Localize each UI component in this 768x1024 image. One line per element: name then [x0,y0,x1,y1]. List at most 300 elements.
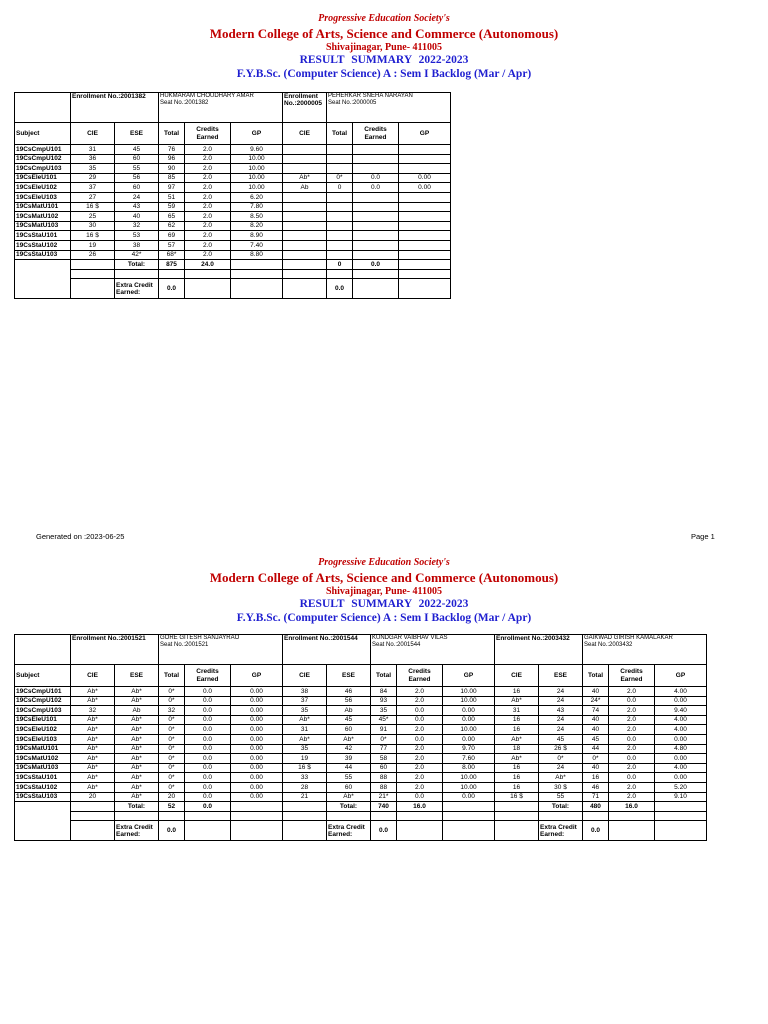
blank-cell [327,811,371,821]
grade-point: 10.00 [231,183,283,193]
credits-earned: 2.0 [185,240,231,250]
credits-earned: 2.0 [185,164,231,174]
cie-mark: Ab* [71,734,115,744]
total-mark [327,192,353,202]
student-name-text: GAIKWAD GIRISH KAMALAKAR [584,635,673,641]
grade-point: 0.00 [655,754,707,764]
ese-mark: 60 [327,725,371,735]
ese-mark: 55 [115,164,159,174]
grade-point [399,202,451,212]
ese-mark: 43 [115,202,159,212]
grade-point: 10.00 [231,154,283,164]
cie-mark: Ab* [495,696,539,706]
total-label: Total: [115,802,159,812]
credits-earned: 0.0 [609,773,655,783]
grade-point: 0.00 [443,706,495,716]
total-mark: 65 [159,212,185,222]
grade-point: 8.50 [231,212,283,222]
blank-cell [539,811,583,821]
total-mark: 21* [371,792,397,802]
blank-cell [655,821,707,841]
subject-code: 19CsCmpU101 [15,687,71,697]
extra-credit-label: Extra Credit Earned: [115,279,159,299]
grade-point: 0.00 [443,792,495,802]
subject-code: 19CsEleU101 [15,715,71,725]
table-row [15,706,707,716]
grade-point: 0.00 [231,792,283,802]
cie-mark [283,154,327,164]
table-row [15,696,707,706]
cie-mark: 20 [71,792,115,802]
blank-cell [185,269,231,279]
grade-point [399,221,451,231]
student-name [327,93,451,123]
ese-mark: 46 [327,687,371,697]
blank-cell [443,811,495,821]
gp-column-header: GP [231,665,283,687]
table-row [15,773,707,783]
cie-mark: 19 [283,754,327,764]
credits-earned: 2.0 [609,792,655,802]
blank-cell [231,279,283,299]
total-mark: 0* [159,754,185,764]
grade-point: 9.40 [655,706,707,716]
grade-point: 0.00 [655,696,707,706]
enrollment-number: Enrollment No.:2001382 [71,93,159,123]
credits-earned: 0.0 [397,715,443,725]
credits-column-header: Credits Earned [185,123,231,145]
total-mark: 45 [583,734,609,744]
cie-mark [283,145,327,155]
ese-mark: 43 [539,706,583,716]
extra-credit-value: 0.0 [371,821,397,841]
credits-earned: 2.0 [609,782,655,792]
grade-point [399,231,451,241]
cie-mark: 16 [495,687,539,697]
table-row [15,231,451,241]
total-mark: 90 [159,164,185,174]
grade-point: 0.00 [399,173,451,183]
total-mark: 0 [327,183,353,193]
ese-mark: Ab [115,706,159,716]
table-row [15,173,451,183]
credits-earned: 0.0 [185,754,231,764]
cie-mark [283,250,327,260]
cie-mark: Ab* [71,754,115,764]
blank-cell [443,802,495,812]
subject-code: 19CsStaU101 [15,231,71,241]
ese-mark: Ab* [115,782,159,792]
credits-earned: 0.0 [609,696,655,706]
enrollment-number: Enrollment No.:2003432 [495,635,583,665]
credits-earned: 2.0 [397,773,443,783]
blank-cell [185,821,231,841]
exam-title: F.Y.B.Sc. (Computer Science) A : Sem I Backlog (Mar / Apr) [236,68,532,80]
ese-mark: Ab* [115,734,159,744]
result-summary-title: RESULT SUMMARY 2022-2023 [299,598,469,610]
subject-code: 19CsMatU102 [15,212,71,222]
credits-earned: 0.0 [185,792,231,802]
total-column-header: Total [371,665,397,687]
credits-earned: 0.0 [185,763,231,773]
ese-mark: 26 $ [539,744,583,754]
cie-mark: 29 [71,173,115,183]
grade-point: 7.60 [443,754,495,764]
enrollment-number: Enrollment No.:2000005 [283,93,327,123]
blank-cell [159,269,185,279]
credits-earned: 0.0 [185,687,231,697]
blank-cell [283,811,327,821]
result-table-page-2 [14,634,707,841]
credits-earned [353,240,399,250]
cie-mark: Ab* [283,715,327,725]
subject-header-blank [15,635,71,665]
blank-cell [71,811,115,821]
credits-earned: 2.0 [609,744,655,754]
cie-mark: Ab* [71,744,115,754]
credits-total: 16.0 [397,802,443,812]
credits-earned: 0.0 [397,792,443,802]
total-mark [327,145,353,155]
cie-mark: 26 [71,250,115,260]
extra-credit-value: 0.0 [583,821,609,841]
subject-code: 19CsMatU101 [15,744,71,754]
student-name-text: HUKMARAM CHOUDHARY AMAR [160,93,254,99]
blank-cell [115,811,159,821]
total-mark [327,154,353,164]
cie-mark: Ab* [71,687,115,697]
total-mark: 59 [159,202,185,212]
credits-earned: 2.0 [397,744,443,754]
total-mark [327,221,353,231]
total-mark: 16 [583,773,609,783]
grade-point: 0.00 [231,706,283,716]
table-row [15,792,707,802]
grade-point: 4.00 [655,725,707,735]
total-mark: 62 [159,221,185,231]
credits-earned: 2.0 [397,696,443,706]
credits-earned: 0.0 [185,773,231,783]
cie-mark: Ab* [71,715,115,725]
table-row [15,221,451,231]
society-name: Progressive Education Society's [318,13,450,24]
ese-mark: 24 [539,725,583,735]
credits-total: 16.0 [609,802,655,812]
grade-point: 7.40 [231,240,283,250]
ese-mark: Ab* [327,792,371,802]
grade-point: 10.00 [231,164,283,174]
total-mark: 20 [159,792,185,802]
blank-cell [231,821,283,841]
grade-point: 9.70 [443,744,495,754]
credits-earned [353,192,399,202]
grade-point: 9.60 [231,145,283,155]
credits-earned: 2.0 [185,221,231,231]
table-row [15,725,707,735]
college-address: Shivajinagar, Pune- 411005 [325,42,443,53]
table-row [15,754,707,764]
total-mark [327,212,353,222]
blank-cell [327,269,353,279]
subject-code: 19CsCmpU103 [15,706,71,716]
credits-earned: 2.0 [397,754,443,764]
blank-cell [283,269,327,279]
credits-earned: 0.0 [609,734,655,744]
total-mark: 0* [327,173,353,183]
credits-column-header: Credits Earned [397,665,443,687]
blank-cell [353,269,399,279]
credits-earned: 2.0 [609,687,655,697]
credits-earned: 2.0 [397,782,443,792]
credits-earned [353,231,399,241]
cie-mark: 16 [495,715,539,725]
blank-cell [283,802,327,812]
total-mark: 40 [583,763,609,773]
credits-earned [353,164,399,174]
credits-earned: 0.0 [609,754,655,764]
extra-credit-label: Extra Credit Earned: [327,821,371,841]
ese-mark: 39 [327,754,371,764]
ese-mark: 56 [115,173,159,183]
student-name [159,635,283,665]
blank-cell [231,802,283,812]
cie-mark: 35 [283,706,327,716]
ese-mark: 40 [115,212,159,222]
cie-mark: Ab* [495,754,539,764]
total-mark: 32 [159,706,185,716]
credits-earned: 2.0 [609,763,655,773]
total-mark: 0* [159,782,185,792]
grade-point: 7.80 [231,202,283,212]
grade-point: 10.00 [443,696,495,706]
cie-mark: 38 [283,687,327,697]
ese-mark: 60 [115,183,159,193]
ese-mark: 38 [115,240,159,250]
blank-cell [71,269,115,279]
total-mark: 76 [159,145,185,155]
cie-mark [283,240,327,250]
credits-earned [353,154,399,164]
total-label: Total: [327,802,371,812]
page-number: Page 1 [691,532,715,541]
blank-cell [283,260,327,270]
blank-cell [231,260,283,270]
college-name: Modern College of Arts, Science and Commerce (Autonomous) [209,26,559,41]
subject-code: 19CsCmpU102 [15,696,71,706]
ese-mark: Ab* [327,734,371,744]
grade-point [399,154,451,164]
grade-point: 0.00 [399,183,451,193]
table-row [15,240,451,250]
total-mark: 85 [159,173,185,183]
cie-mark: 25 [71,212,115,222]
cie-mark: 31 [283,725,327,735]
total-mark: 77 [371,744,397,754]
ese-mark: 60 [115,154,159,164]
society-name: Progressive Education Society's [318,557,450,568]
total-mark: 91 [371,725,397,735]
cie-mark [283,202,327,212]
total-mark: 57 [159,240,185,250]
grade-point: 4.80 [655,744,707,754]
ese-mark: Ab [327,706,371,716]
table-row [15,734,707,744]
cie-mark: Ab [283,183,327,193]
grade-point: 0.00 [231,687,283,697]
seat-number: Seat No.:2000005 [328,100,377,107]
blank-cell [71,802,115,812]
marks-total: 875 [159,260,185,270]
ese-mark: 44 [327,763,371,773]
table-row [15,715,707,725]
credits-column-header: Credits Earned [353,123,399,145]
blank-cell [609,821,655,841]
subject-header-blank [15,93,71,123]
subject-code: 19CsStaU102 [15,240,71,250]
total-mark: 0* [583,754,609,764]
credits-earned [353,221,399,231]
credits-earned: 2.0 [185,183,231,193]
credits-earned: 2.0 [609,706,655,716]
cie-mark: 32 [71,706,115,716]
total-mark [327,231,353,241]
student-name-text: GORE GITESH SANJAYRAO [160,635,240,641]
table-row [15,744,707,754]
credits-column-header: Credits Earned [185,665,231,687]
blank-cell [71,260,115,270]
cie-mark: 35 [283,744,327,754]
credits-earned: 0.0 [353,183,399,193]
subject-column-header: Subject [15,665,71,687]
ese-mark: Ab* [115,696,159,706]
cie-mark: Ab* [71,773,115,783]
student-name-text: PEHERKAR SNEHA NARAYAN [328,93,413,99]
credits-total: 24.0 [185,260,231,270]
total-mark: 0* [159,725,185,735]
ese-column-header: ESE [539,665,583,687]
table-row [15,212,451,222]
table-row [15,202,451,212]
seat-number: Seat No.:2001544 [372,642,421,649]
cie-mark: Ab* [71,696,115,706]
total-mark: 0* [371,734,397,744]
ese-mark: 24 [539,696,583,706]
subject-code: 19CsEleU101 [15,173,71,183]
college-address: Shivajinagar, Pune- 411005 [325,586,443,597]
cie-mark: 31 [495,706,539,716]
total-column-header: Total [583,665,609,687]
credits-earned: 0.0 [185,782,231,792]
cie-column-header: CIE [71,665,115,687]
grade-point: 0.00 [231,782,283,792]
credits-earned: 0.0 [185,734,231,744]
marks-total: 480 [583,802,609,812]
subject-code: 19CsCmpU102 [15,154,71,164]
total-mark: 35 [371,706,397,716]
enrollment-number: Enrollment No.:2001521 [71,635,159,665]
extra-credit-value: 0.0 [327,279,353,299]
ese-mark: 42* [115,250,159,260]
cie-mark [283,192,327,202]
grade-point: 4.00 [655,763,707,773]
subject-code: 19CsEleU102 [15,183,71,193]
grade-point: 0.00 [231,696,283,706]
seat-number: Seat No.:2001382 [160,100,209,107]
grade-point: 8.80 [231,250,283,260]
total-mark [327,164,353,174]
subject-code: 19CsStaU102 [15,782,71,792]
total-mark: 51 [159,192,185,202]
total-mark: 93 [371,696,397,706]
credits-earned [353,250,399,260]
table-row [15,164,451,174]
grade-point: 0.00 [231,734,283,744]
grade-point: 9.10 [655,792,707,802]
gp-column-header: GP [443,665,495,687]
total-mark: 45* [371,715,397,725]
cie-mark: 21 [283,792,327,802]
ese-mark: 60 [327,782,371,792]
ese-mark: Ab* [115,715,159,725]
cie-mark: Ab* [283,734,327,744]
credits-earned: 0.0 [185,744,231,754]
cie-mark: 16 [495,773,539,783]
total-mark: 0* [159,773,185,783]
credits-earned: 0.0 [185,715,231,725]
credits-earned: 2.0 [397,687,443,697]
grade-point [399,250,451,260]
ese-column-header: ESE [115,123,159,145]
total-mark: 88 [371,773,397,783]
marks-total: 52 [159,802,185,812]
table-row [15,687,707,697]
ese-mark: 55 [539,792,583,802]
ese-mark: 45 [327,715,371,725]
cie-mark: Ab* [71,725,115,735]
ese-mark: 24 [539,687,583,697]
credits-earned: 2.0 [185,173,231,183]
cie-mark: 19 [71,240,115,250]
total-mark: 84 [371,687,397,697]
cie-mark [283,231,327,241]
cie-mark: 35 [71,164,115,174]
grade-point [399,164,451,174]
credits-earned: 2.0 [185,192,231,202]
total-mark: 60 [371,763,397,773]
total-column-header: Total [327,123,353,145]
blank-cell [353,279,399,299]
total-mark: 40 [583,725,609,735]
ese-mark: 32 [115,221,159,231]
cie-mark: 31 [71,145,115,155]
blank-cell [399,279,451,299]
cie-mark: 16 [495,725,539,735]
grade-point: 0.00 [655,734,707,744]
ese-mark: 30 $ [539,782,583,792]
total-mark: 0* [159,763,185,773]
grade-point [399,212,451,222]
grade-point: 0.00 [231,773,283,783]
cie-mark: 18 [495,744,539,754]
table-row [15,145,451,155]
extra-credit-label: Extra Credit Earned: [539,821,583,841]
cie-mark: 16 [495,782,539,792]
blank-cell [15,260,71,299]
credits-earned [353,212,399,222]
ese-column-header: ESE [327,665,371,687]
result-table-page-1 [14,92,451,299]
grade-point: 0.00 [443,715,495,725]
